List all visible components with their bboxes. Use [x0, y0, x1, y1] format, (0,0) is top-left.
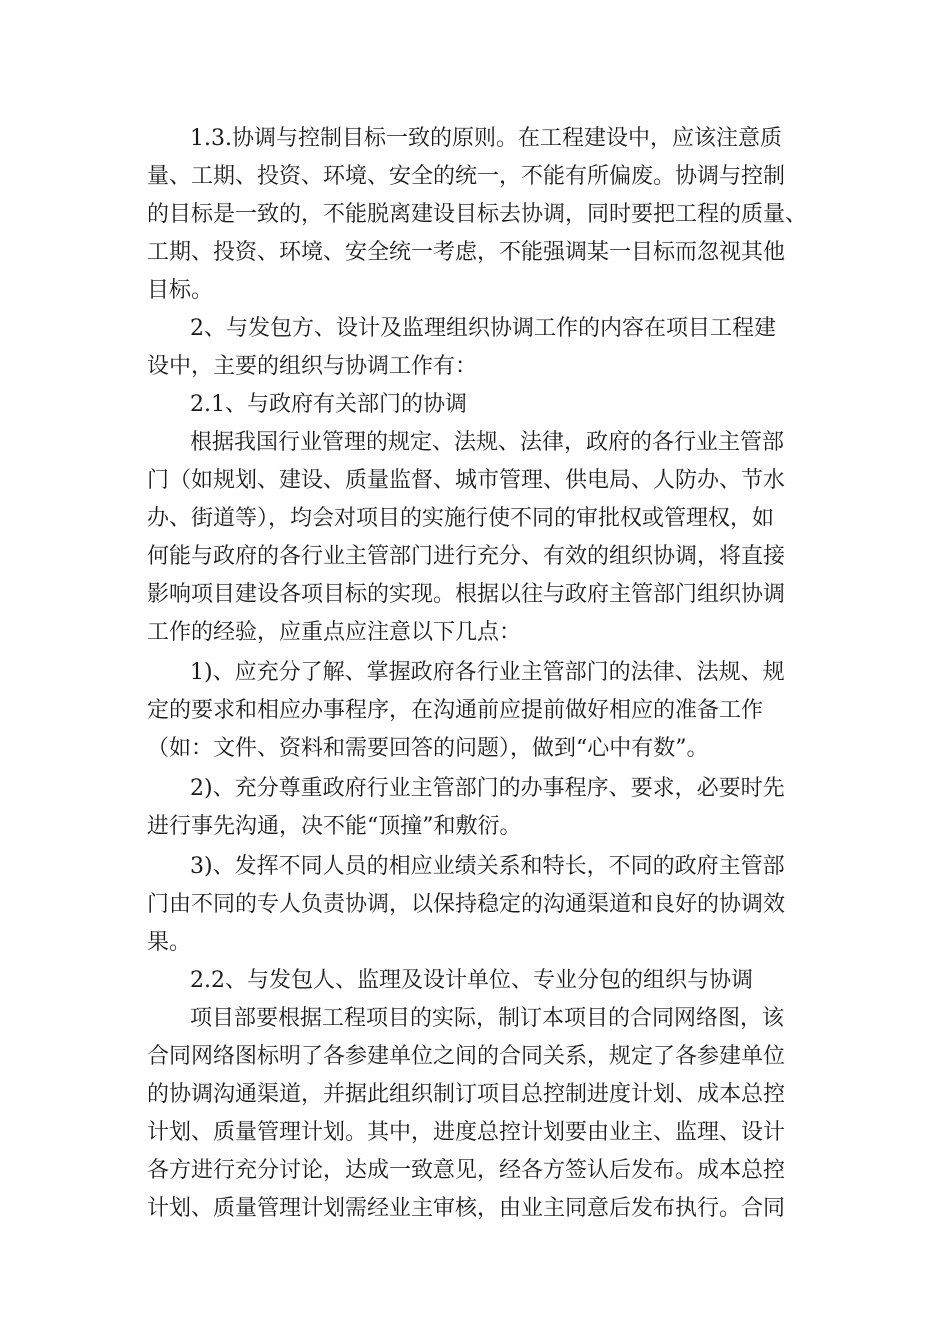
list-item-line: 2)、充分尊重政府行业主管部门的办事程序、要求，必要时先 [190, 776, 785, 801]
text-line: 计划、质量管理计划。其中，进度总控计划要由业主、监理、设计 [147, 1120, 786, 1145]
text-line: 设中，主要的组织与协调工作有： [147, 354, 478, 379]
text-line: 工期、投资、环境、安全统一考虑，不能强调某一目标而忽视其他 [147, 240, 786, 265]
text-line: 项目部要根据工程项目的实际，制订本项目的合同网络图，该 [190, 1006, 785, 1031]
text-line: 根据我国行业管理的规定、法规、法律，政府的各行业主管部 [190, 430, 785, 455]
list-item-line: 3)、发挥不同人员的相应业绩关系和特长，不同的政府主管部 [190, 854, 785, 879]
section-heading: 2.1、与政府有关部门的协调 [190, 392, 467, 417]
text-line: 的目标是一致的，不能脱离建设目标去协调，同时要把工程的质量、 [147, 202, 808, 227]
list-item-line: 1)、应充分了解、掌握政府各行业主管部门的法律、法规、规 [190, 660, 785, 685]
section-heading: 2.2、与发包人、监理及设计单位、专业分包的组织与协调 [190, 968, 753, 993]
text-line: 定的要求和相应办事程序，在沟通前应提前做好相应的准备工作 [147, 698, 764, 723]
text-line: 量、工期、投资、环境、安全的统一，不能有所偏废。协调与控制 [147, 164, 786, 189]
text-line: 门（如规划、建设、质量监督、城市管理、供电局、人防办、节水 [147, 468, 786, 493]
text-line: 影响项目建设各项目标的实现。根据以往与政府主管部门组织协调 [147, 582, 786, 607]
text-line: 进行事先沟通，决不能“顶撞”和敷衍。 [147, 814, 522, 839]
text-line: 计划、质量管理计划需经业主审核，由业主同意后发布执行。合同 [147, 1196, 786, 1221]
text-line: 工作的经验，应重点应注意以下几点： [147, 620, 522, 645]
text-line: 目标。 [147, 278, 214, 303]
text-line: 果。 [147, 930, 192, 955]
text-line: 办、街道等），均会对项目的实施行使不同的审批权或管理权，如 [147, 506, 775, 531]
text-line: 1.3.协调与控制目标一致的原则。在工程建设中，应该注意质 [190, 126, 782, 151]
text-line: （如：文件、资料和需要回答的问题），做到“心中有数”。 [147, 736, 709, 761]
text-line: 门由不同的专人负责协调，以保持稳定的沟通渠道和良好的协调效 [147, 892, 786, 917]
text-line: 的协调沟通渠道，并据此组织制订项目总控制进度计划、成本总控 [147, 1082, 786, 1107]
text-line: 2、与发包方、设计及监理组织协调工作的内容在项目工程建 [190, 316, 776, 341]
text-line: 合同网络图标明了各参建单位之间的合同关系，规定了各参建单位 [147, 1044, 786, 1069]
text-line: 何能与政府的各行业主管部门进行充分、有效的组织协调，将直接 [147, 544, 786, 569]
text-line: 各方进行充分讨论，达成一致意见，经各方签认后发布。成本总控 [147, 1158, 786, 1183]
